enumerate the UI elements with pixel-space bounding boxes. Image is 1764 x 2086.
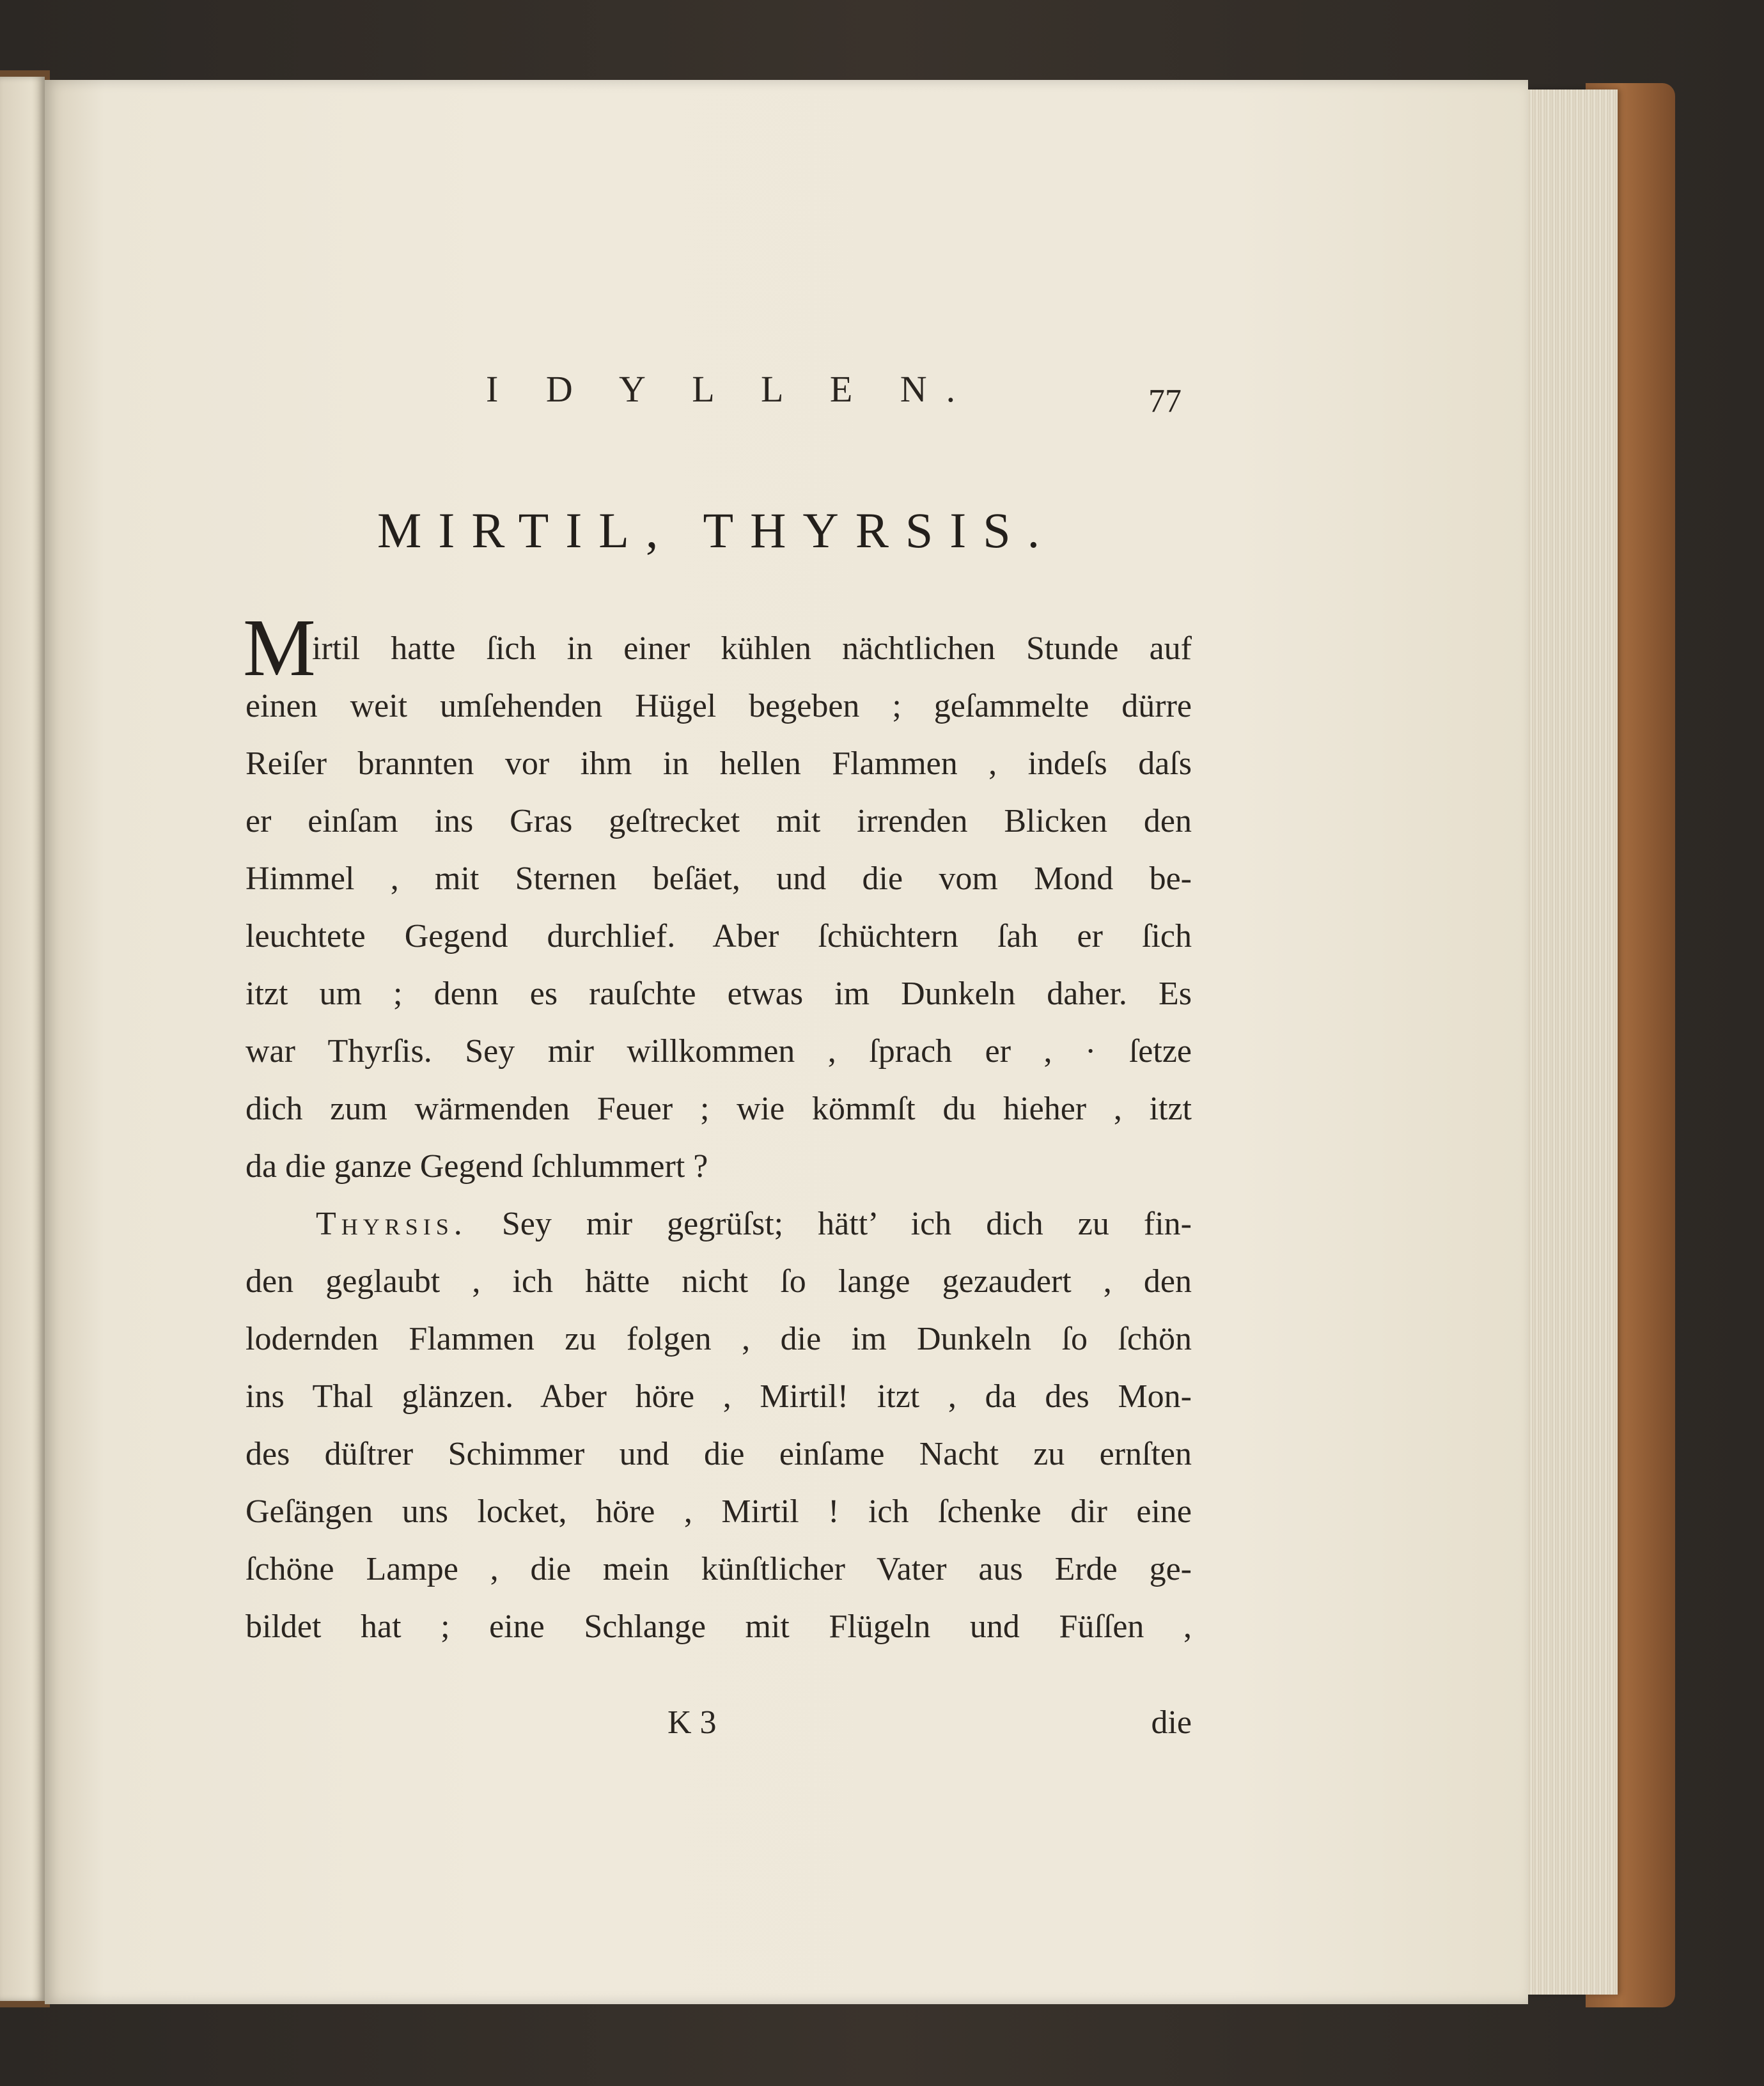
page-edges [1522,90,1618,1995]
first-line [243,602,1192,693]
body-text [243,602,1192,1656]
first-line-text: irtil hatte ſich in einer kühlen nächtlichen Stunde auf [312,630,1192,667]
speaker-line-text: Sey mir gegrüſst; hätt’ ich dich zu fin- [501,1206,1192,1242]
left-page-edge [0,77,45,2001]
running-head: I D Y L L E N. [486,368,975,410]
signature-mark: K 3 [667,1704,717,1741]
text-line: einen weit umſehenden Hügel begeben ; geſammelte dürre [246,688,1192,724]
text-line: er einſam ins Gras geſtrecket mit irrenden Blicken den [246,803,1192,839]
catchword: die [1151,1704,1192,1741]
text-line: itzt um ; denn es rauſchte etwas im Dunkeln daher. Es [246,976,1192,1012]
paragraph-end-line: da die ganze Gegend ſchlummert ? [246,1148,708,1185]
text-line: dich zum wärmenden Feuer ; wie kömmſt du hieher , itzt [246,1091,1192,1127]
speaker-name: Thyrsis. [316,1206,467,1242]
text-line: bildet hat ; eine Schlange mit Flügeln und Füſſen , [246,1608,1192,1645]
text-line: ins Thal glänzen. Aber höre , Mirtil! itzt , da des Mon- [246,1378,1192,1415]
text-line: lodernden Flammen zu folgen , die im Dunkeln ſo ſchön [246,1321,1192,1357]
speaker-line [246,1195,1192,1253]
text-line: Geſängen uns locket, höre , Mirtil ! ich ſchenke dir eine [246,1493,1192,1530]
page-footer [246,1704,1192,1748]
page-number: 77 [1148,383,1182,419]
section-title: MIRTIL, THYRSIS. [377,502,1057,558]
text-line: des düſtrer Schimmer und die einſame Nacht zu ernſten [246,1436,1192,1472]
text-line: Himmel , mit Sternen beſäet, und die vom Mond be- [246,860,1192,897]
text-line: leuchtete Gegend durchlief. Aber ſchüchtern ſah er ſich [246,918,1192,954]
text-line: ſchöne Lampe , die mein künſtlicher Vater aus Erde ge- [246,1551,1192,1587]
text-line: Reiſer brannten vor ihm in hellen Flammen , indeſs daſs [246,745,1192,782]
text-line: war Thyrſis. Sey mir willkommen , ſprach er , · ſetze [246,1033,1192,1070]
text-line: den geglaubt , ich hätte nicht ſo lange gezaudert , den [246,1263,1192,1300]
drop-cap: M [243,602,316,693]
